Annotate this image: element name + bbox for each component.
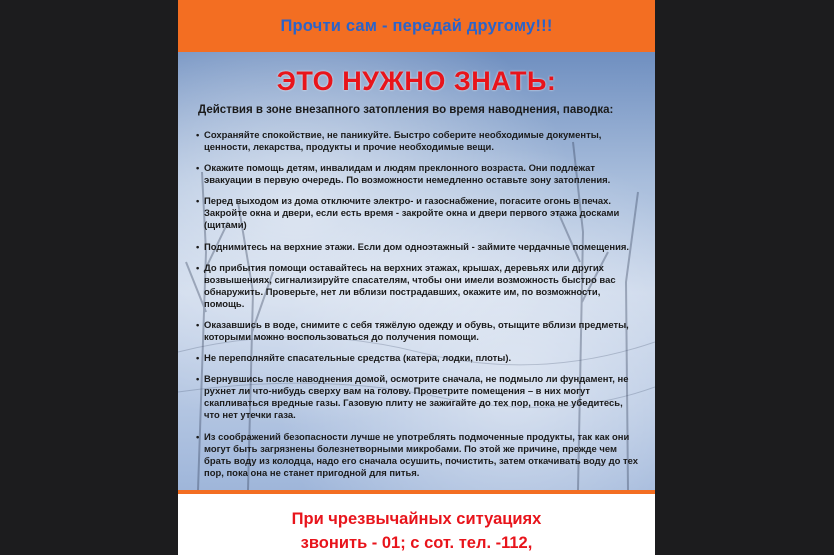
list-item: • Оказавшись в воде, снимите с себя тяжёлую одежду и обувь, отыщите вблизи предметы, которыми можно воспользоваться до получения помощи.: [196, 320, 641, 344]
instructions-list: [196, 130, 641, 489]
list-item: • Вернувшись после наводнения домой, осмотрите сначала, не подмыло ли фундамент, не рухнет ли что-нибудь сверху вам на голову. Проветрите помещения – в них могут скапливаться вредные газы. Газовую плиту не зажигайте до тех пор, пока не убедитесь, что нет утечки газа.: [196, 374, 641, 422]
list-item: • Сохраняйте спокойствие, не паникуйте. Быстро соберите необходимые документы, ценности, лекарства, продукты и прочие необходимые вещи.: [196, 130, 641, 154]
list-item: • Поднимитесь на верхние этажи. Если дом одноэтажный - займите чердачные помещения.: [196, 242, 641, 254]
footer-line-2: звонить - 01; с сот. тел. -112,: [300, 534, 533, 552]
list-item: • Из соображений безопасности лучше не употреблять подмоченные продукты, так как они могут быть загрязнены болезнетворными микробами. По этой же причине, прежде чем брать воду из колодца, надо его сначала осушить, почистить, затем откачивать воду до тех пор, пока она не станет пригодной для питья.: [196, 432, 641, 480]
banner-text: Прочти сам - передай другому!!!: [280, 16, 553, 35]
flood-safety-poster: [178, 0, 655, 555]
emergency-footer: [178, 494, 655, 555]
poster-body: [178, 52, 655, 490]
list-item: • Не переполняйте спасательные средства (катера, лодки, плоты).: [196, 353, 641, 365]
footer-line-1: При чрезвычайных ситуациях: [291, 510, 542, 528]
list-item: • Перед выходом из дома отключите электро- и газоснабжение, погасите огонь в печах. Закройте окна и двери, если есть время - закройте окна и двери первого этажа досками (щитами): [196, 196, 641, 232]
list-item: • Окажите помощь детям, инвалидам и людям преклонного возраста. Они подлежат эвакуации в первую очередь. По возможности немедленно оставьте зону затопления.: [196, 163, 641, 187]
main-title: ЭТО НУЖНО ЗНАТЬ:: [276, 66, 557, 96]
subtitle: Действия в зоне внезапного затопления во время наводнения, паводка:: [198, 104, 614, 116]
list-item: • До прибытия помощи оставайтесь на верхних этажах, крышах, деревьях или других возвышениях, сигнализируйте спасателям, чтобы они имели возможность быстро вас обнаружить. Проверьте, нет ли вблизи пострадавших, окажите им, по возможности, помощь.: [196, 263, 641, 311]
top-banner: [178, 0, 655, 52]
